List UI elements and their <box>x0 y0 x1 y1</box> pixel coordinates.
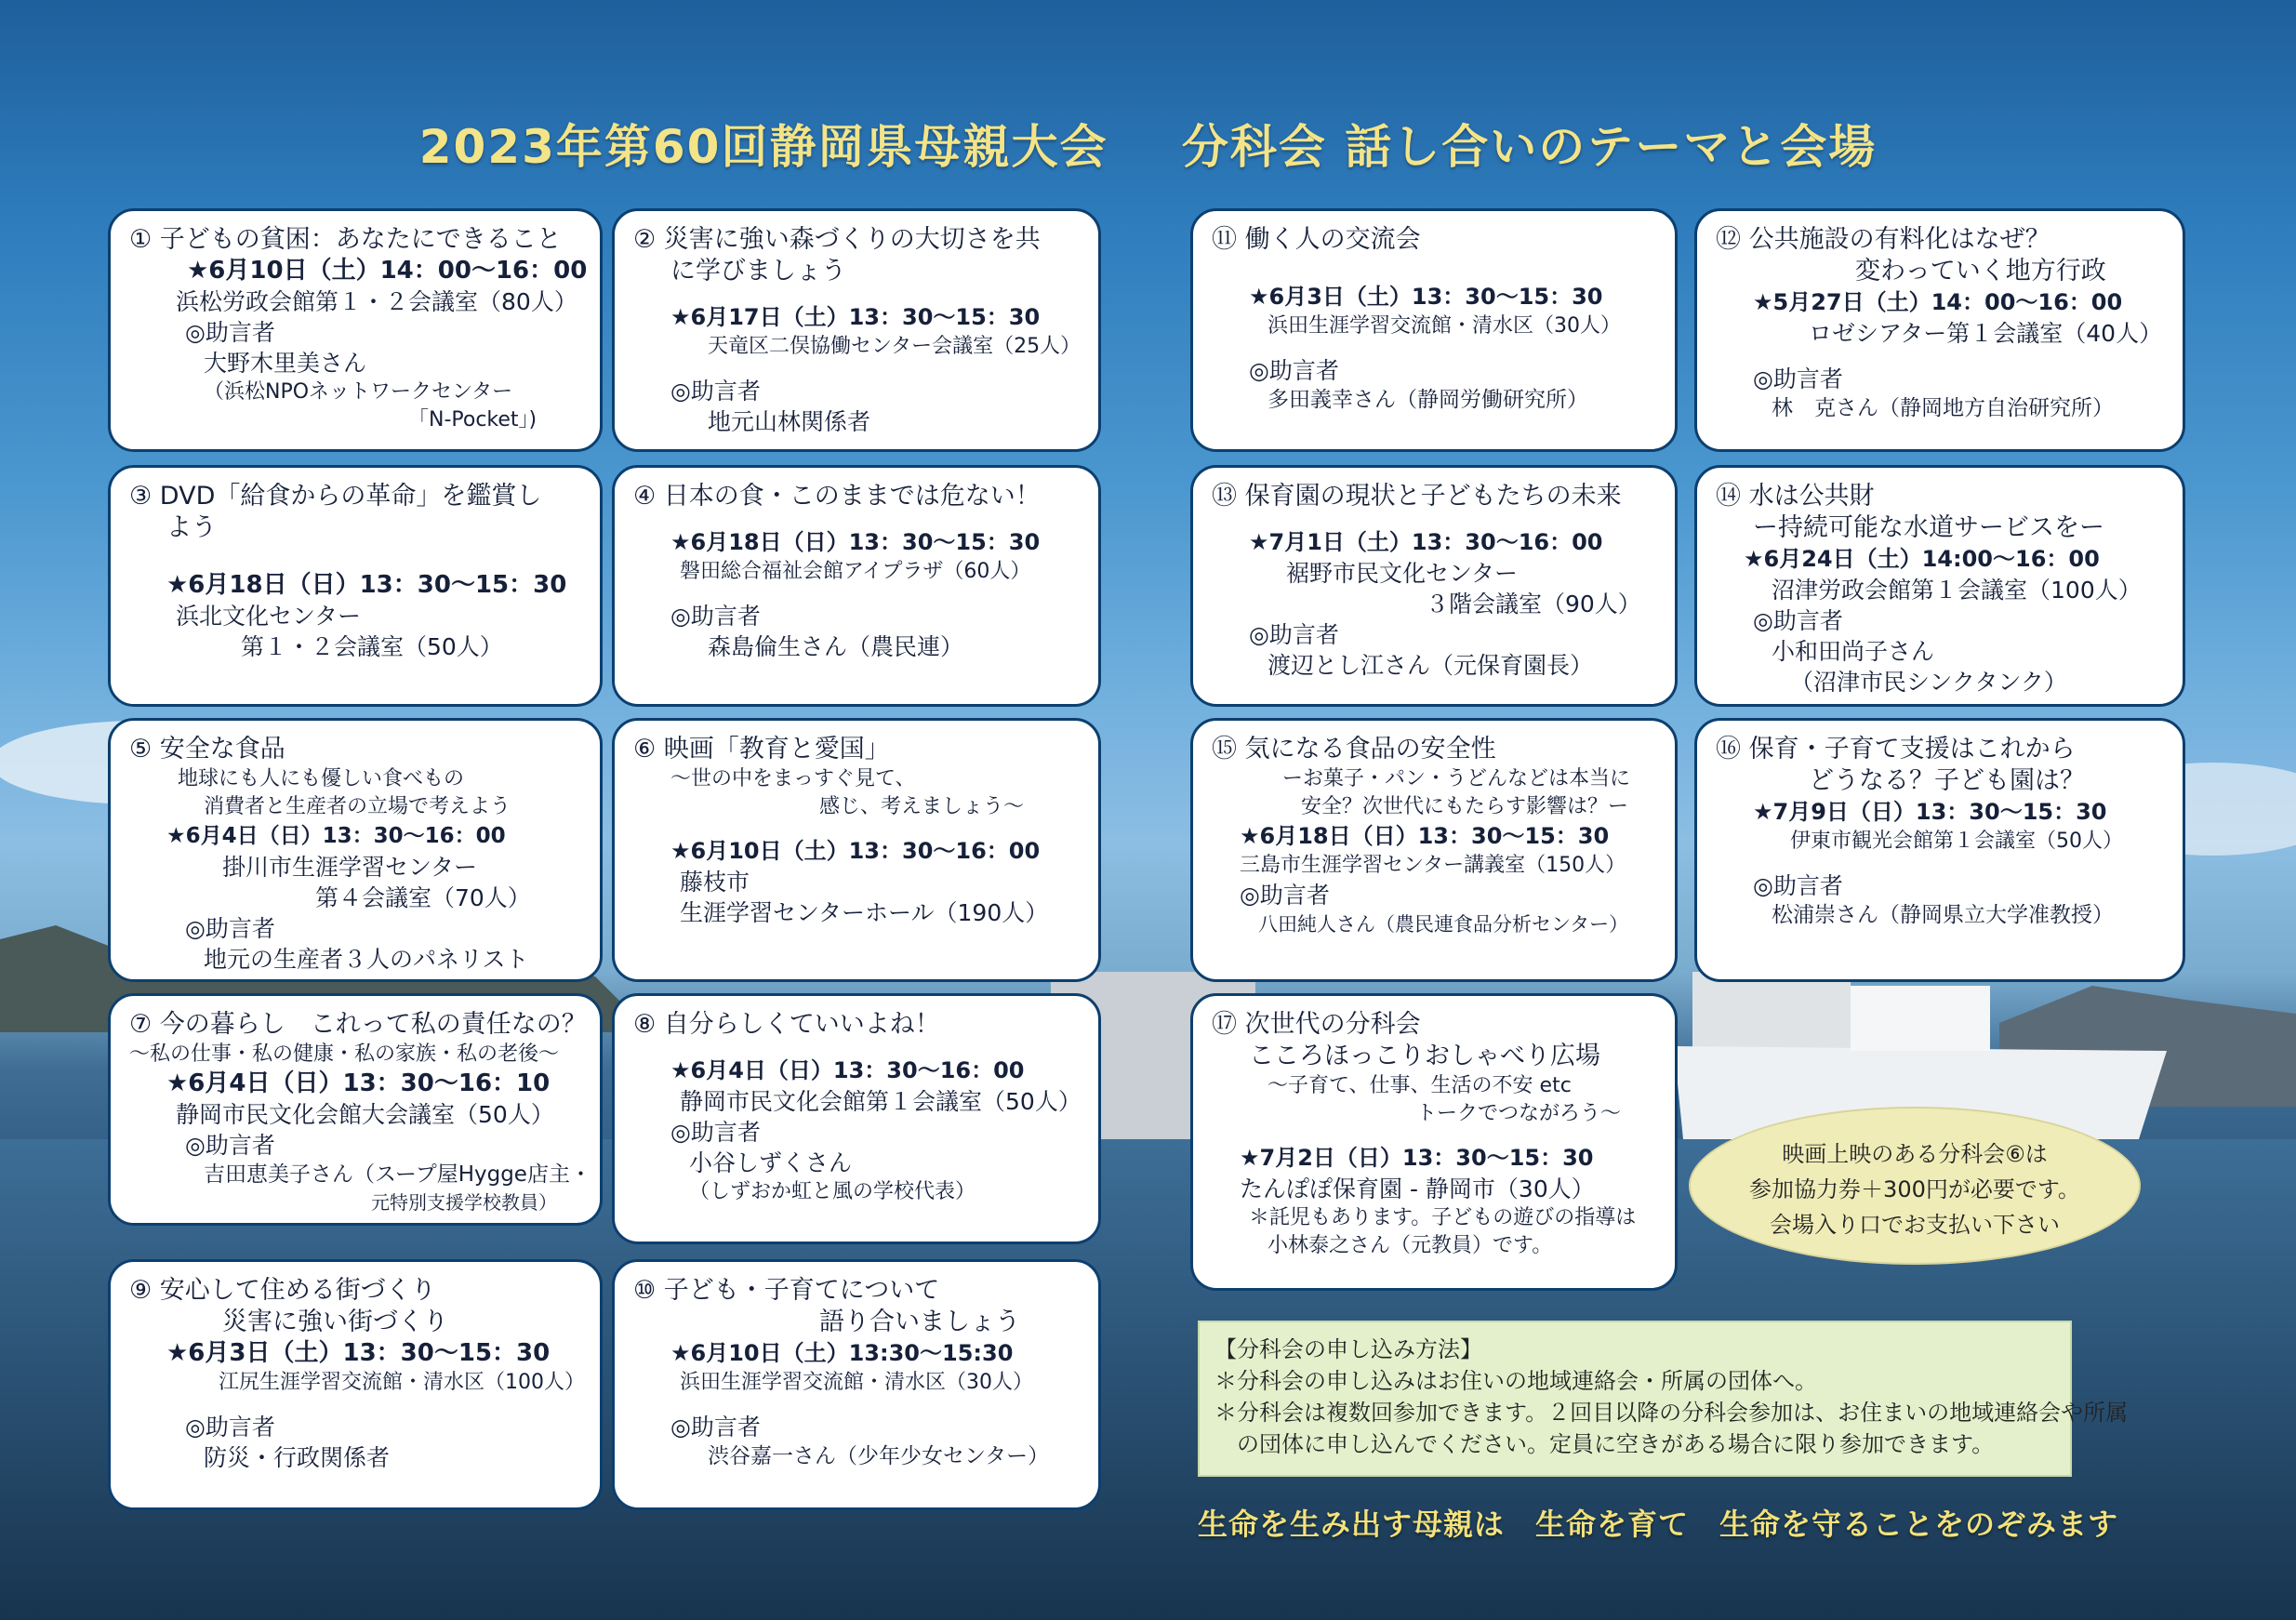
session-card-14 <box>1694 465 2185 707</box>
application-method-box <box>1198 1321 2129 1477</box>
session-title: ① 子どもの貧困：あなたにできること <box>129 225 562 254</box>
session-title: 変わっていく地方行政 <box>1855 257 2106 285</box>
adviser-name: 林 克さん（静岡地方自治研究所） <box>1772 396 2114 420</box>
session-title: こころほっこりおしゃべり広場 <box>1249 1042 1600 1070</box>
session-date: ★6月10日（土）13:30〜15:30 <box>670 1340 1014 1366</box>
session-card-13 <box>1190 465 1678 707</box>
session-card-15 <box>1190 718 1678 982</box>
session-date: ★6月3日（土）13：30〜15：30 <box>1249 284 1603 310</box>
adviser-label: ◎助言者 <box>185 915 275 942</box>
adviser-name: 小谷しずくさん <box>689 1149 853 1176</box>
session-date: ★6月4日（日）13：30〜16：00 <box>670 1057 1025 1083</box>
adviser-name: 渋谷嘉一さん（少年少女センター） <box>708 1444 1050 1468</box>
movie-note-line: 参加協力券＋300円が必要です。 <box>1749 1176 2080 1202</box>
session-subtitle: 地球にも人にも優しい食べもの <box>178 767 465 790</box>
session-card-6 <box>612 718 1101 982</box>
adviser-org: （しずおか虹と風の学校代表） <box>689 1180 976 1203</box>
session-venue: ３階会議室（90人） <box>1426 591 1641 617</box>
session-venue: 第１・２会議室（50人） <box>241 633 503 660</box>
session-title: 災害に強い街づくり <box>222 1308 448 1336</box>
session-venue: 伊東市観光会館第１会議室（50人） <box>1790 830 2123 853</box>
session-date: ★6月18日（日）13：30〜15：30 <box>670 529 1041 555</box>
adviser-label: ◎助言者 <box>185 1414 275 1441</box>
movie-note-line: 映画上映のある分科会⑥は <box>1782 1141 2048 1167</box>
session-date: ★6月4日（日）13：30〜16：10 <box>166 1069 551 1097</box>
session-venue: 浜田生涯学習交流館・清水区（30人） <box>680 1371 1033 1394</box>
session-date: ★6月18日（日）13：30〜15：30 <box>1240 823 1610 849</box>
session-venue: 沼津労政会館第１会議室（100人） <box>1772 577 2142 604</box>
adviser-name: 八田純人さん（農民連食品分析センター） <box>1258 913 1629 936</box>
session-card-16 <box>1694 718 2185 982</box>
session-title: 語り合いましょう <box>819 1308 1020 1336</box>
session-title: ② 災害に強い森づくりの大切さを共 <box>633 225 1041 254</box>
application-line: ＊分科会の申し込みはお住いの地域連絡会・所属の団体へ。 <box>1214 1368 1817 1394</box>
session-title: ⑧ 自分らしくていいよね！ <box>633 1010 940 1039</box>
session-title: ⑭ 水は公共財 <box>1716 482 1875 511</box>
session-venue: 浜北文化センター <box>176 603 362 630</box>
session-title: ⑬ 保育園の現状と子どもたちの未来 <box>1212 482 1622 511</box>
adviser-org: 元特別支援学校教員） <box>371 1191 557 1214</box>
session-card-5 <box>108 718 603 982</box>
session-date: ★6月4日（日）13：30〜16：00 <box>166 824 506 848</box>
adviser-name: 森島倫生さん（農民連） <box>708 633 964 660</box>
ship-bridge-shape <box>1851 986 1990 1051</box>
session-note: ＊託児もあります。子どもの遊びの指導は <box>1249 1206 1637 1229</box>
session-venue: 静岡市民文化会館第１会議室（50人） <box>680 1088 1082 1115</box>
session-title: に学びましょう <box>670 257 846 285</box>
adviser-label: ◎助言者 <box>1753 872 1843 899</box>
adviser-name: 地元の生産者３人のパネリスト <box>204 946 529 973</box>
session-venue: 磐田総合福祉会館アイプラザ（60人） <box>680 560 1031 583</box>
movie-note-line: 会場入り口でお支払い下さい <box>1770 1212 2060 1238</box>
adviser-name: 地元山林関係者 <box>708 408 871 435</box>
session-card-10 <box>612 1259 1101 1510</box>
adviser-name: 吉田恵美子さん（スープ屋Hygge店主・ <box>204 1162 591 1187</box>
session-card-2 <box>612 208 1101 452</box>
session-title: よう <box>166 513 217 542</box>
session-subtitle: トークでつながろう〜 <box>1416 1102 1622 1125</box>
adviser-org: （浜松NPOネットワークセンター <box>204 380 513 404</box>
adviser-label: ◎助言者 <box>670 1414 761 1441</box>
adviser-label: ◎助言者 <box>185 319 275 346</box>
session-date: ★6月24日（土）14:00〜16：00 <box>1744 546 2100 572</box>
session-card-8 <box>612 993 1101 1244</box>
application-heading: 【分科会の申し込み方法】 <box>1214 1336 1482 1362</box>
adviser-name: 大野木里美さん <box>204 350 367 377</box>
adviser-label: ◎助言者 <box>1753 365 1843 392</box>
session-venue: 三島市生涯学習センター講義室（150人） <box>1240 854 1626 877</box>
adviser-label: ◎助言者 <box>1753 607 1843 634</box>
session-venue: 静岡市民文化会館大会議室（50人） <box>176 1101 554 1128</box>
session-title: ⑥ 映画「教育と愛国」 <box>633 735 890 764</box>
session-title: ⑨ 安心して住める街づくり <box>129 1276 436 1305</box>
session-title: ③ DVD「給食からの革命」を鑑賞し <box>129 482 542 511</box>
session-subtitle: 〜子育て、仕事、生活の不安 etc <box>1267 1074 1572 1097</box>
session-venue: ロゼシアター第１会議室（40人） <box>1809 320 2163 347</box>
session-date: ★7月9日（日）13：30〜15：30 <box>1753 799 2107 825</box>
session-card-4 <box>612 465 1101 707</box>
session-title: ⑦ 今の暮らし これって私の責任なの？ <box>129 1010 587 1039</box>
adviser-name: 渡辺とし江さん（元保育園長） <box>1267 652 1594 679</box>
session-venue: 浜松労政会館第１・２会議室（80人） <box>176 288 577 315</box>
session-title: ⑯ 保育・子育て支援はこれから <box>1716 735 2076 764</box>
application-line: ＊分科会は複数回参加できます。２回目以降の分科会参加は、お住まいの地域連絡会や所属 <box>1214 1400 2129 1426</box>
session-venue: 藤枝市 <box>680 869 750 896</box>
session-subtitle: 〜世の中をまっすぐ見て、 <box>670 767 916 790</box>
session-title: ④ 日本の食・このままでは危ない！ <box>633 482 1041 511</box>
adviser-label: ◎助言者 <box>1240 882 1330 909</box>
adviser-org: （沼津市民シンクタンク） <box>1790 669 2067 696</box>
session-card-12 <box>1694 208 2185 452</box>
session-venue: 浜田生涯学習交流館・清水区（30人） <box>1267 314 1621 338</box>
session-date: ★6月18日（日）13：30〜15：30 <box>166 571 567 599</box>
adviser-org: 「N-Pocket」) <box>408 408 538 432</box>
session-subtitle: 安全？次世代にもたらす影響は？ー <box>1301 795 1629 818</box>
session-venue: 裾野市民文化センター <box>1286 560 1519 587</box>
adviser-label: ◎助言者 <box>670 603 761 630</box>
adviser-name: 松浦崇さん（静岡県立大学准教授） <box>1772 903 2114 927</box>
session-card-7 <box>108 993 603 1226</box>
session-date: ★6月3日（土）13：30〜15：30 <box>166 1339 551 1367</box>
session-date: ★7月2日（日）13：30〜15：30 <box>1240 1145 1594 1171</box>
session-date: ★6月10日（土）14：00〜16：00 <box>187 257 588 285</box>
adviser-label: ◎助言者 <box>185 1132 275 1159</box>
session-card-9 <box>108 1259 603 1510</box>
session-title: ⑩ 子ども・子育てについて <box>633 1276 940 1305</box>
movie-fee-note <box>1689 1107 2141 1265</box>
session-title: ⑫ 公共施設の有料化はなぜ？ <box>1716 225 2050 254</box>
adviser-name: 防災・行政関係者 <box>204 1444 391 1471</box>
session-card-3 <box>108 465 603 707</box>
adviser-label: ◎助言者 <box>1249 357 1339 384</box>
page-title <box>0 110 2296 177</box>
slogan: 生命を生み出す母親は 生命を育て 生命を守ることをのぞみます <box>1198 1507 2119 1542</box>
session-card-1 <box>108 208 603 452</box>
session-subtitle: ーお菓子・パン・うどんなどは本当に <box>1282 767 1631 790</box>
session-card-11 <box>1190 208 1678 452</box>
session-venue: 天竜区二俣協働センター会議室（25人） <box>708 335 1082 358</box>
session-title: どうなる？子ども園は？ <box>1809 766 2085 795</box>
adviser-label: ◎助言者 <box>670 378 761 405</box>
adviser-label: ◎助言者 <box>670 1119 761 1146</box>
session-date: ★6月17日（土）13：30〜15：30 <box>670 304 1041 330</box>
session-note: 小林泰之さん（元教員）です。 <box>1267 1234 1553 1257</box>
session-title: ⑰ 次世代の分科会 <box>1212 1010 1421 1039</box>
session-subtitle: 消費者と生産者の立場で考えよう <box>204 795 511 818</box>
session-venue: 第４会議室（70人） <box>315 884 531 911</box>
page-title-theme: 分科会 話し合いのテーマと会場 <box>1181 120 1878 174</box>
adviser-label: ◎助言者 <box>1249 621 1339 648</box>
session-venue: 江尻生涯学習交流館・清水区（100人） <box>219 1371 585 1394</box>
session-title: ⑪ 働く人の交流会 <box>1212 225 1421 254</box>
page-title-event: 2023年第60回静岡県母親大会 <box>418 120 1108 174</box>
session-title: ー持続可能な水道サービスをー <box>1753 513 2104 542</box>
session-title: ⑤ 安全な食品 <box>129 735 285 764</box>
session-subtitle: 感じ、考えましょう〜 <box>819 795 1025 818</box>
session-date: ★6月10日（土）13：30〜16：00 <box>670 838 1041 864</box>
session-date: ★7月1日（土）13：30〜16：00 <box>1249 529 1603 555</box>
session-venue: 生涯学習センターホール（190人） <box>680 899 1049 926</box>
application-line: の団体に申し込んでください。定員に空きがある場合に限り参加できます。 <box>1214 1431 1995 1457</box>
session-venue: たんぽぽ保育園 - 静岡市（30人） <box>1240 1175 1595 1202</box>
session-card-17 <box>1190 993 1678 1291</box>
session-title: ⑮ 気になる食品の安全性 <box>1212 735 1496 764</box>
adviser-name: 多田義幸さん（静岡労働研究所） <box>1267 388 1588 412</box>
session-date: ★5月27日（土）14：00〜16：00 <box>1753 289 2123 315</box>
session-subtitle: 〜私の仕事・私の健康・私の家族・私の老後〜 <box>129 1042 560 1066</box>
adviser-name: 小和田尚子さん <box>1772 638 1935 665</box>
session-venue: 掛川市生涯学習センター <box>222 854 478 881</box>
